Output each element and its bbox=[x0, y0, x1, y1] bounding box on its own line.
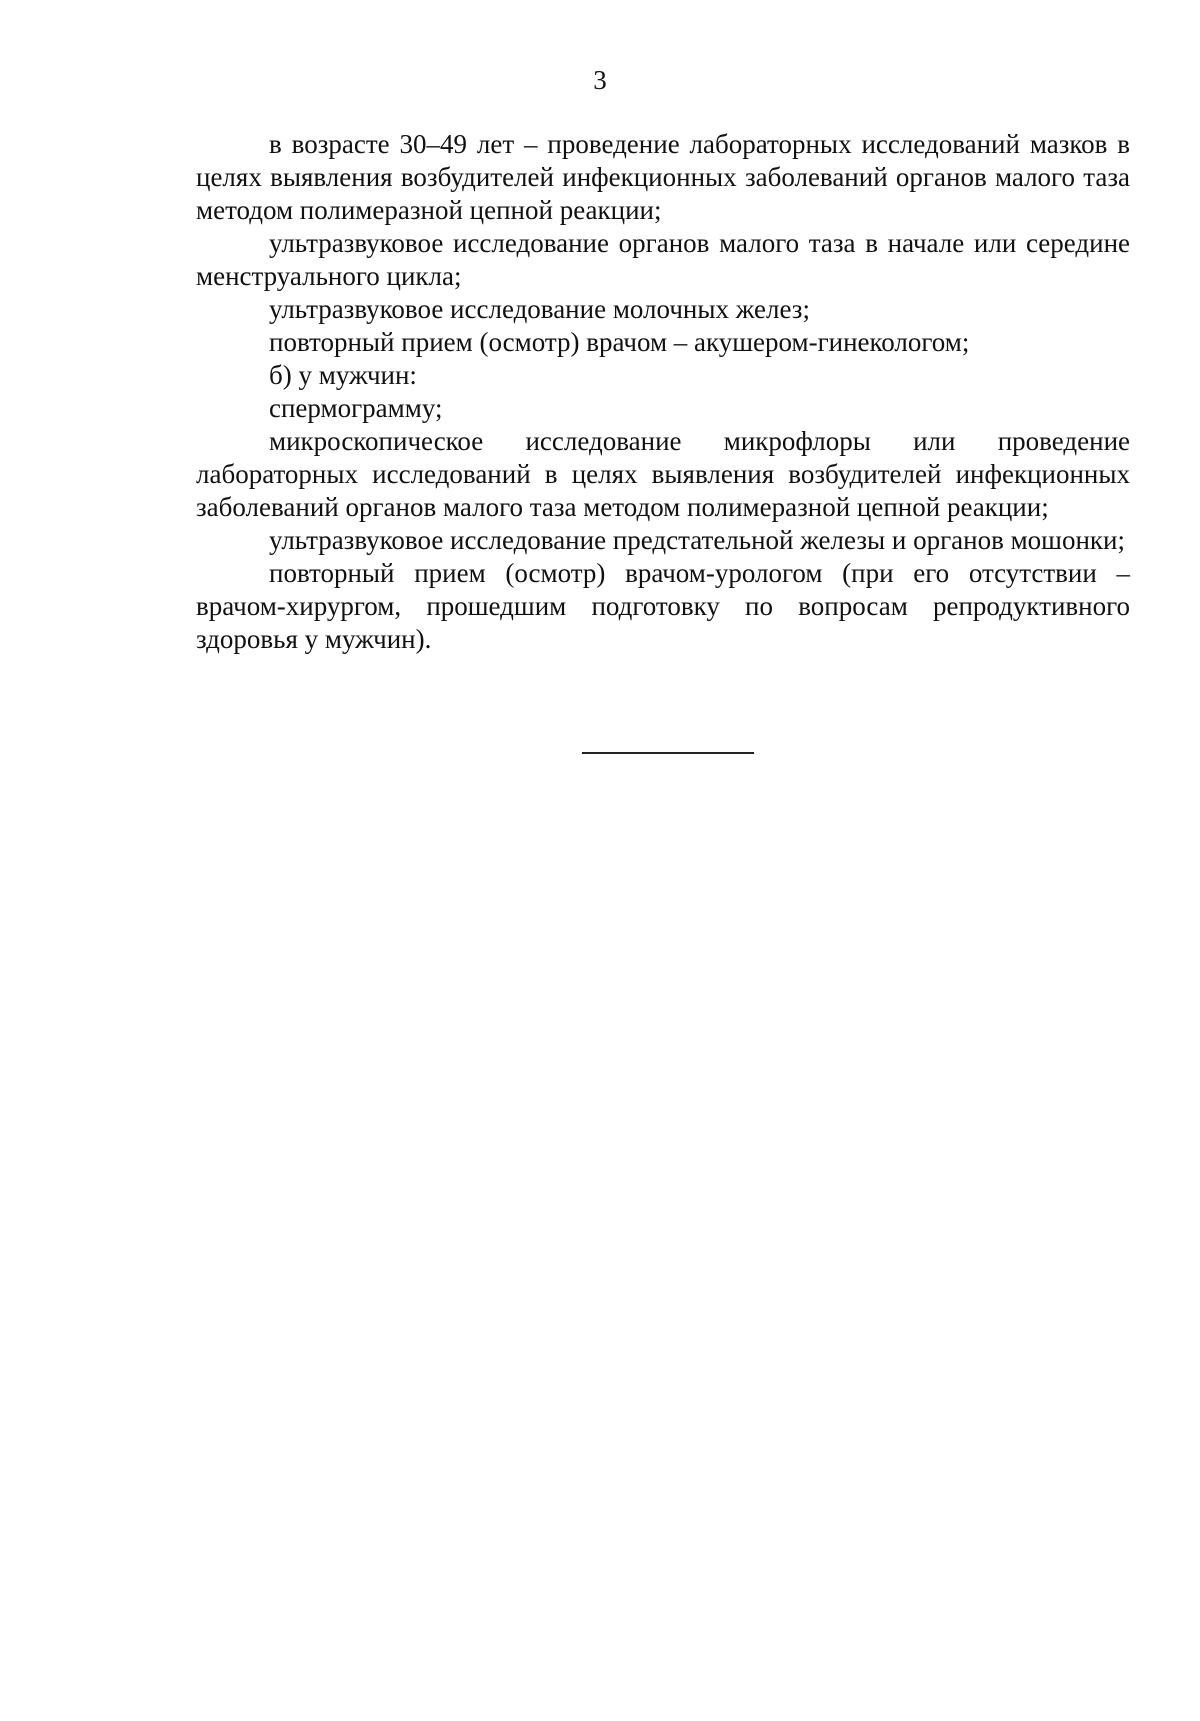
document-body bbox=[196, 128, 1130, 656]
paragraph-women-age-30-49: в возрасте 30–49 лет – проведение лабораторных исследований мазков в целях выявления возбудителей инфекционных заболеваний органов малого таза методом полимеразной цепной реакции; bbox=[196, 129, 1130, 225]
paragraph-pelvic-ultrasound: ультразвуковое исследование органов малого таза в начале или середине менструального цикла; bbox=[196, 228, 1130, 291]
paragraph-prostate-ultrasound: ультразвуковое исследование предстательной железы и органов мошонки; bbox=[269, 525, 1125, 555]
paragraph-gynecologist-visit: повторный прием (осмотр) врачом – акушером-гинекологом; bbox=[269, 327, 970, 357]
paragraph-men-heading: б) у мужчин: bbox=[269, 360, 417, 390]
page-number: 3 bbox=[593, 65, 607, 95]
paragraph-urologist-visit: повторный прием (осмотр) врачом-урологом (при его отсутствии – врачом-хирургом, прошедшим подготовку по вопросам репродуктивного здоровья у мужчин). bbox=[196, 558, 1130, 654]
paragraph-spermogram: спермограмму; bbox=[269, 393, 443, 423]
end-of-text-divider bbox=[582, 752, 754, 754]
paragraph-microflora-study: микроскопическое исследование микрофлоры или проведение лабораторных исследований в целях выявления возбудителей инфекционных заболеваний органов малого таза методом полимеразной цепной реакции; bbox=[196, 426, 1130, 522]
paragraph-breast-ultrasound: ультразвуковое исследование молочных желез; bbox=[269, 294, 810, 324]
